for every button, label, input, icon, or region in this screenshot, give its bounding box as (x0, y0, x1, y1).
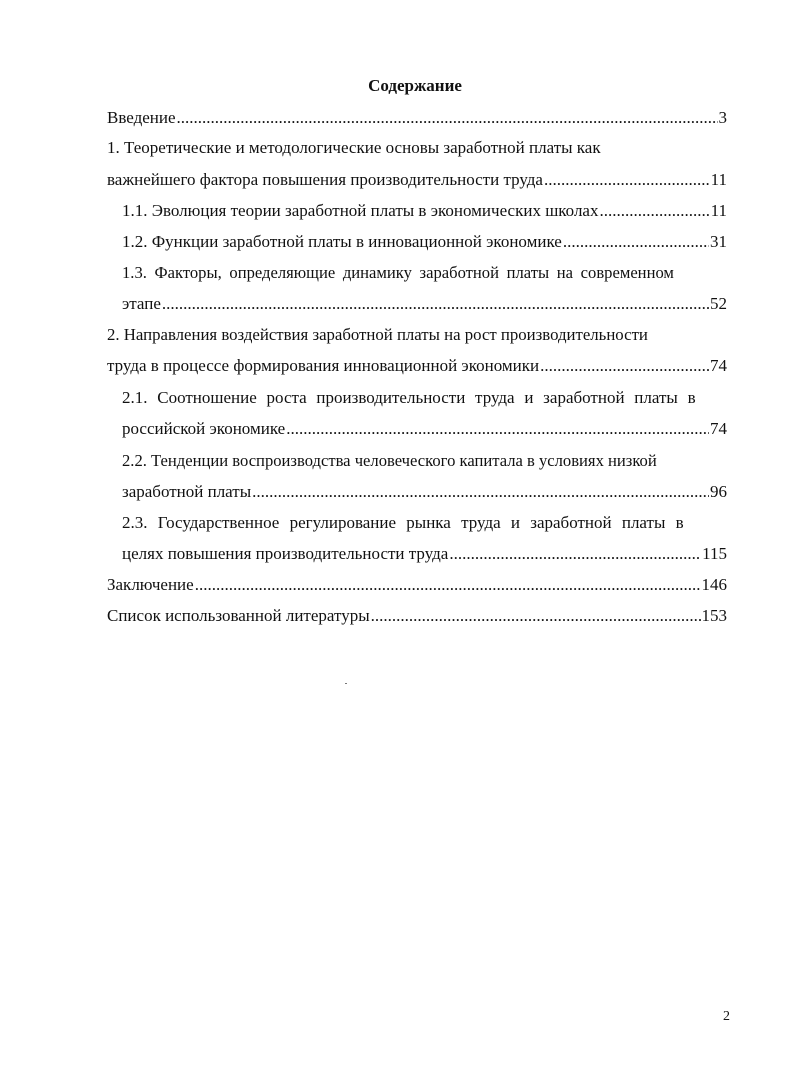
toc-entry-label: Список использованной литературы (107, 606, 370, 625)
toc-entry-label: Заключение (107, 575, 194, 594)
page-number: 2 (723, 1009, 730, 1024)
toc-entry-label: труда в процессе формирования инновационной экономики (107, 356, 540, 375)
toc-entry-s13-line1: 1.3. Факторы, определяющие динамику заработной платы на современном (122, 263, 674, 282)
toc-leader-dots (252, 480, 709, 504)
toc-entry-page: 74 (710, 419, 727, 438)
toc-entry-label: важнейшего фактора повышения производительности труда (107, 170, 543, 189)
toc-entry-label: 1.1. Эволюция теории заработной платы в экономических школах (122, 201, 599, 220)
toc-entry-ch1 (107, 168, 727, 192)
toc-entry-label: целях повышения производительности труда (122, 544, 449, 563)
toc-entry-s22-line1: 2.2. Тенденции воспроизводства человеческого капитала в условиях низкой (122, 451, 657, 470)
toc-entry-s13 (122, 292, 727, 316)
toc-entry-ch2 (107, 354, 727, 378)
toc-leader-dots (449, 542, 701, 566)
toc-entry-s11 (122, 199, 727, 223)
toc-entry-label: заработной платы (122, 482, 252, 501)
toc-entry-ch2-line1: 2. Направления воздействия заработной платы на рост производительности (107, 325, 648, 344)
toc-entry-page: 31 (710, 232, 727, 251)
toc-entry-label: 1.2. Функции заработной платы в инновационной экономике (122, 232, 562, 251)
toc-entry-s23 (122, 542, 727, 566)
toc-entry-label: этапе (122, 294, 161, 313)
toc-leader-dots (563, 230, 709, 254)
toc-entry-conclusion (107, 573, 727, 597)
toc-entry-s21 (122, 417, 727, 441)
scan-speck (345, 683, 347, 684)
toc-leader-dots (540, 354, 709, 378)
toc-entry-label: Введение (107, 108, 176, 127)
toc-entry-page: 11 (710, 170, 727, 189)
toc-leader-dots (286, 417, 709, 441)
toc-entry-page: 74 (710, 356, 727, 375)
toc-entry-s22 (122, 480, 727, 504)
toc-entry-label: российской экономике (122, 419, 286, 438)
toc-leader-dots (177, 106, 718, 130)
toc-entry-page: 146 (701, 575, 727, 594)
toc-entry-s23-line1: 2.3. Государственное регулирование рынка труда и заработной платы в (122, 513, 684, 532)
toc-entry-page: 52 (710, 294, 727, 313)
toc-entry-s21-line1: 2.1. Соотношение роста производительности труда и заработной платы в (122, 388, 696, 407)
toc-entry-s12 (122, 230, 727, 254)
toc-entry-ch1-line1: 1. Теоретические и методологические основы заработной платы как (107, 138, 601, 157)
toc-leader-dots (195, 573, 701, 597)
toc-entry-intro (107, 106, 727, 130)
toc-leader-dots (162, 292, 709, 316)
toc-leader-dots (599, 199, 709, 223)
toc-entry-page: 96 (710, 482, 727, 501)
toc-entry-page: 3 (718, 108, 727, 127)
toc-leader-dots (371, 604, 701, 628)
toc-entry-page: 115 (702, 544, 727, 563)
toc-entry-page: 11 (710, 201, 727, 220)
toc-leader-dots (544, 168, 710, 192)
toc-entry-page: 153 (701, 606, 727, 625)
toc-entry-references (107, 604, 727, 628)
toc-title: Содержание (368, 76, 462, 95)
